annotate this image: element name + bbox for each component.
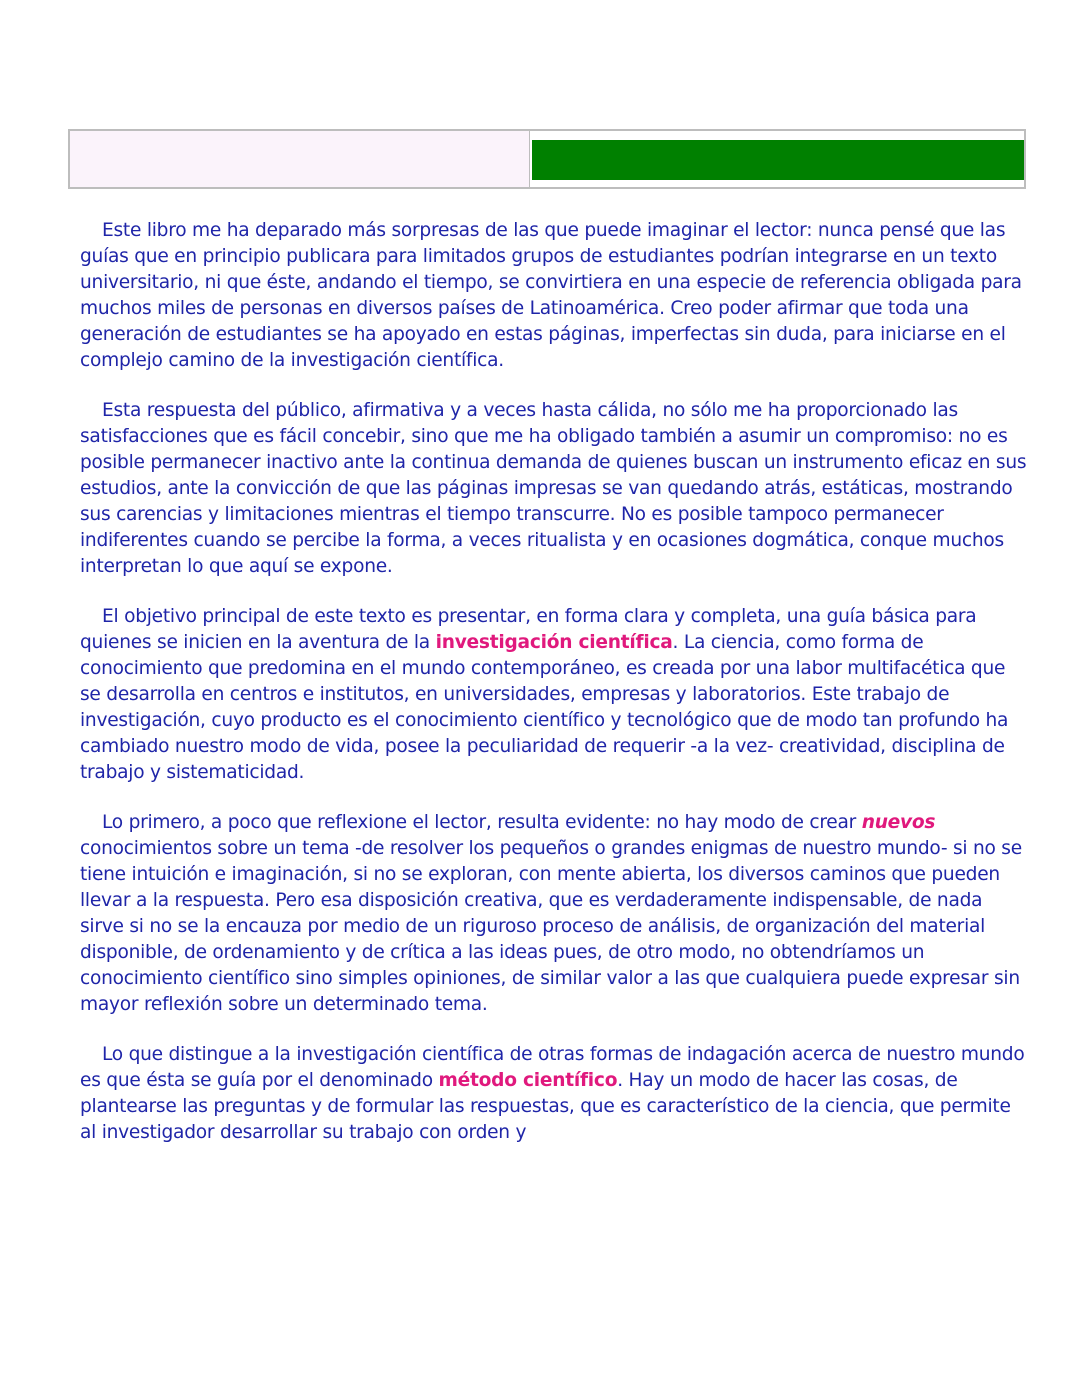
highlight-investigacion-cientifica: investigación científica [435, 632, 673, 653]
paragraph-3 [80, 604, 1030, 786]
paragraph-1-text: Este libro me ha deparado más sorpresas de las que puede imaginar el lector: nunca pensé que las guías que en principio publicara para limitados grupos de estudiantes podrían integrarse en un texto universitario, ni que éste, andando el tiempo, se convirtiera en una especie de referencia obligada para muchos miles de personas en diversos países de Latinoamérica. Creo poder afirmar que toda una generación de estudiantes se ha apoyado en estas páginas, imperfectas sin duda, para iniciarse en el complejo camino de la investigación científica. [80, 220, 1022, 371]
header-table [68, 129, 1026, 189]
highlight-nuevos: nuevos [861, 812, 936, 833]
paragraph-4 [80, 810, 1030, 1018]
header-left-cell [70, 131, 530, 187]
paragraph-5-before: Lo que distingue a la investigación científica de otras formas de indagación acerca de nuestro mundo es que ésta se guía por el denominado [80, 1044, 1025, 1091]
highlight-metodo-cientifico: método científico [438, 1070, 618, 1091]
paragraph-3-before: El objetivo principal de este texto es presentar, en forma clara y completa, una guía básica para quienes se inicien en la aventura de la [80, 606, 977, 653]
paragraph-2 [80, 398, 1030, 580]
paragraph-4-before: Lo primero, a poco que reflexione el lector, resulta evidente: no hay modo de crear [102, 812, 862, 833]
paragraph-2-text: Esta respuesta del público, afirmativa y a veces hasta cálida, no sólo me ha proporcionado las satisfacciones que es fácil concebir, sino que me ha obligado también a asumir un compromiso: no es posible permanecer inactivo ante la continua demanda de quienes buscan un instrumento eficaz en sus estudios, ante la convicción de que las páginas impresas se van quedando atrás, estáticas, mostrando sus carencias y limitaciones mientras el tiempo transcurre. No es posible tampoco permanecer indiferentes cuando se percibe la forma, a veces ritualista y en ocasiones dogmática, conque muchos interpretan lo que aquí se expone. [80, 400, 1027, 577]
header-right-cell [530, 131, 1024, 187]
paragraph-3-after: . La ciencia, como forma de conocimiento que predomina en el mundo contemporáneo, es creada por una labor multifacética que se desarrolla en centros e institutos, en universidades, empresas y laboratorios. Este trabajo de investigación, cuyo producto es el conocimiento científico y tecnológico que de modo tan profundo ha cambiado nuestro modo de vida, posee la peculiaridad de requerir -a la vez- creatividad, disciplina de trabajo y sistematicidad. [80, 632, 1009, 783]
paragraph-5 [80, 1042, 1030, 1146]
paragraph-1 [80, 218, 1030, 374]
paragraph-4-after: conocimientos sobre un tema -de resolver los pequeños o grandes enigmas de nuestro mundo- si no se tiene intuición e imaginación, si no se exploran, con mente abierta, los diversos caminos que pueden llevar a la respuesta. Pero esa disposición creativa, que es verdaderamente indispensable, de nada sirve si no se la encauza por medio de un riguroso proceso de análisis, de organización del material disponible, de ordenamiento y de crítica a las ideas pues, de otro modo, no obtendríamos un conocimiento científico sino simples opiniones, de similar valor a las que cualquiera puede expresar sin mayor reflexión sobre un determinado tema. [80, 838, 1022, 1015]
green-banner [532, 140, 1024, 180]
document-body [80, 218, 1030, 1170]
paragraph-5-after: . Hay un modo de hacer las cosas, de plantearse las preguntas y de formular las respuestas, que es característico de la ciencia, que permite al investigador desarrollar su trabajo con orden y [80, 1070, 1011, 1143]
